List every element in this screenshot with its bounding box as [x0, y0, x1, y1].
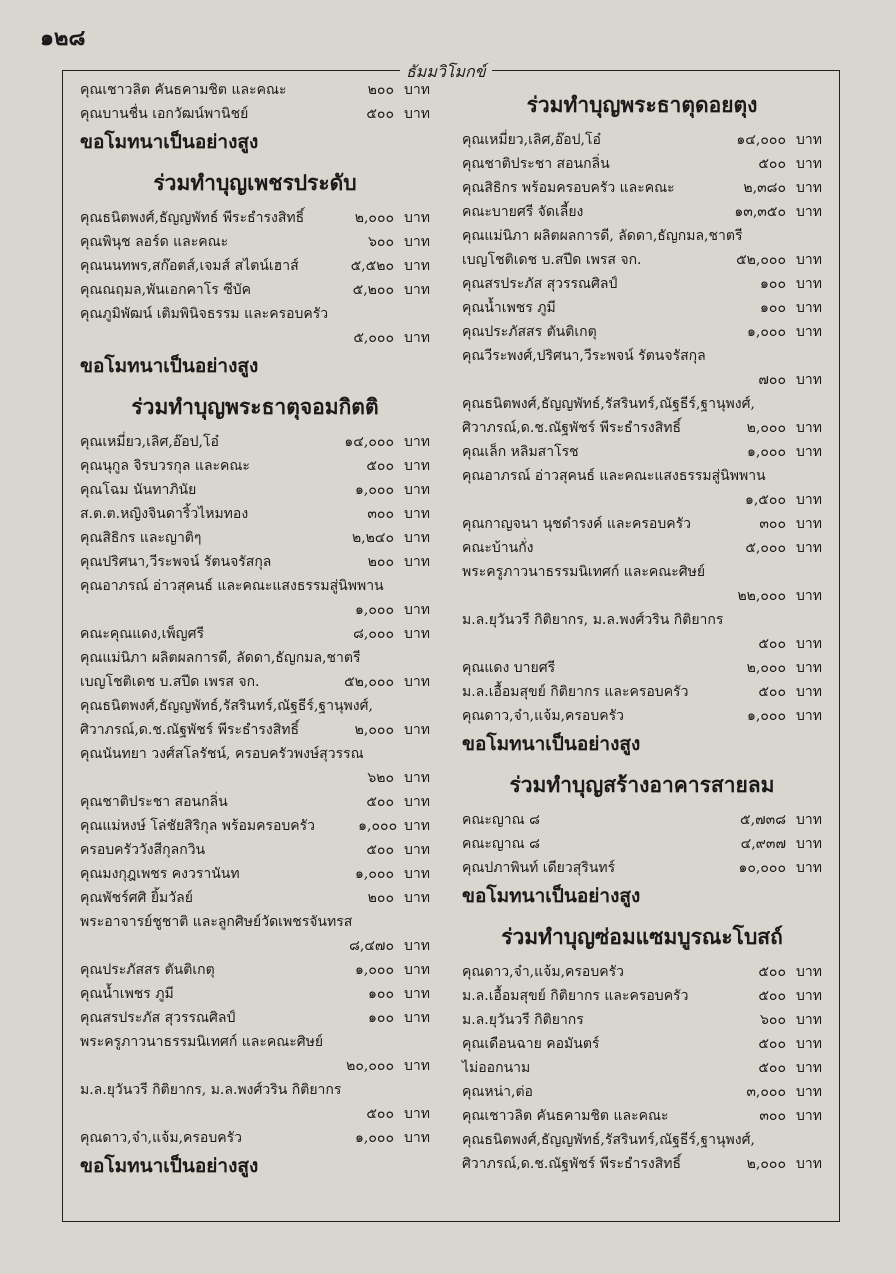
donor-name: คุณอาภรณ์ อ่าวสุคนธ์ และคณะแสงธรรมสู่นิพพาน	[462, 468, 766, 484]
donation-amount: ๕๐๐	[758, 964, 786, 980]
donor-row	[80, 502, 430, 526]
donor-row	[80, 574, 430, 598]
currency-unit: บาท	[404, 506, 430, 522]
donation-amount: ๒๐๐	[367, 554, 394, 570]
currency-unit: บาท	[404, 626, 430, 642]
donor-row	[462, 1104, 822, 1128]
donor-name: คณะบ้านกั่ง	[462, 540, 534, 556]
donor-row	[462, 1056, 822, 1080]
currency-unit: บาท	[404, 434, 430, 450]
donor-list	[462, 960, 822, 1176]
donation-amount: ๑,๐๐๐	[355, 866, 394, 882]
donation-amount: ๕๐๐	[758, 636, 786, 652]
donor-name: พระครูภาวนาธรรมนิเทศก์ และคณะศิษย์	[462, 564, 706, 580]
donor-row	[462, 560, 822, 584]
donor-row	[462, 656, 822, 680]
currency-unit: บาท	[404, 1130, 430, 1146]
donor-name: คุณประภัสสร ตันติเกตุ	[80, 962, 215, 978]
donor-row	[80, 1030, 430, 1054]
donor-name: คณะญาณ ๘	[462, 812, 540, 828]
donor-name: ศิวาภรณ์,ด.ช.ณัฐพัชร์ พีระธำรงสิทธิ์	[462, 1156, 682, 1172]
donor-name: คุณนนทพร,สก๊อตส์,เจมส์ สไตน์เฮาส์	[80, 258, 299, 274]
currency-unit: บาท	[796, 156, 822, 172]
donation-amount: ๒,๐๐๐	[354, 722, 394, 738]
donor-row	[80, 1126, 430, 1150]
section-title: ร่วมทำบุญพระธาตุจอมกิตติ	[131, 394, 379, 419]
donation-amount: ๕,๗๓๘	[740, 812, 786, 828]
donation-amount: ๒๐,๐๐๐	[346, 1058, 394, 1074]
donation-amount: ๖๒๐	[367, 770, 394, 786]
donor-name: คุณแดง บายศรี	[462, 660, 556, 676]
donor-row	[462, 128, 822, 152]
donor-name: คุณเชาวลิต คันธคามชิต และคณะ	[462, 1108, 669, 1124]
donor-row	[80, 598, 430, 622]
currency-unit: บาท	[796, 684, 822, 700]
page-number: ๑๒๘	[40, 25, 86, 51]
donation-amount: ๑,๐๐๐	[358, 818, 398, 834]
donation-amount: ๒,๓๘๐	[743, 180, 786, 196]
section-title: ร่วมทำบุญซ่อมแซมบูรณะโบสถ์	[501, 924, 783, 949]
donation-amount: ๒,๐๐๐	[746, 420, 786, 436]
donor-row	[462, 1080, 822, 1104]
currency-unit: บาท	[404, 722, 430, 738]
donor-row	[462, 392, 822, 416]
donor-row	[80, 1078, 430, 1102]
currency-unit: บาท	[796, 708, 822, 724]
left-column	[80, 78, 430, 1190]
donor-list	[80, 206, 430, 350]
donor-row	[462, 984, 822, 1008]
donor-name: ม.ล.เอื้อมสุขย์ กิติยากร และครอบครัว	[462, 684, 689, 700]
currency-unit: บาท	[796, 420, 822, 436]
donation-amount: ๕๐๐	[366, 842, 394, 858]
donor-name: คุณพินุช ลอร์ด และคณะ	[80, 234, 229, 250]
currency-unit: บาท	[404, 530, 430, 546]
donor-name: คุณโฉม นันทาภินัย	[80, 482, 197, 498]
donor-row	[462, 488, 822, 512]
donor-name: คณะคุณแดง,เพ็ญศรี	[80, 626, 204, 642]
donation-amount: ๑,๕๐๐	[744, 492, 786, 508]
donation-amount: ๕,๕๒๐	[350, 258, 394, 274]
donor-row	[80, 766, 430, 790]
thanks-line: ขอโมทนาเป็นอย่างสูง	[80, 355, 259, 377]
donor-list	[462, 808, 822, 880]
donor-name: คุณนันทยา วงศ์สโลรัชน์, ครอบครัวพงษ์สุวรรณ	[80, 746, 364, 762]
donor-row	[462, 416, 822, 440]
header-title: ธัมมวิโมกข์	[400, 60, 492, 85]
donation-amount: ๒,๐๐๐	[746, 1156, 786, 1172]
donor-row	[462, 1128, 822, 1152]
donor-row	[80, 718, 430, 742]
donation-amount: ๒๐๐	[367, 890, 394, 906]
donor-row	[462, 296, 822, 320]
donor-name: เบญโชติเดช บ.สปีด เพรส จก.	[462, 252, 642, 268]
currency-unit: บาท	[404, 890, 430, 906]
currency-unit: บาท	[796, 860, 822, 876]
donation-amount: ๘,๐๐๐	[353, 626, 394, 642]
section-title: ร่วมทำบุญพระธาตุดอยตุง	[526, 92, 758, 117]
currency-unit: บาท	[796, 132, 822, 148]
donor-name: คุณแม่นิภา ผลิตผลการดี, ลัดดา,ธัญกมล,ชาตรี	[462, 228, 743, 244]
donor-name: คุณธนิตพงศ์,ธัญญพัทธ์ พีระธำรงสิทธิ์	[80, 210, 305, 226]
donor-row	[80, 1054, 430, 1078]
donor-row	[462, 320, 822, 344]
donation-amount: ๓๐๐	[759, 1108, 786, 1124]
donor-name: คุณธนิตพงศ์,ธัญญพัทธ์,รัสรินทร์,ณัฐธีร์,ฐานุพงศ์,	[80, 698, 373, 714]
currency-unit: บาท	[404, 82, 430, 98]
donation-amount: ๑๐๐	[760, 276, 786, 292]
donation-amount: ๗๐๐	[758, 372, 786, 388]
donor-name: คุณเดือนฉาย คอมันตร์	[462, 1036, 600, 1052]
currency-unit: บาท	[796, 988, 822, 1004]
donation-amount: ๘,๔๗๐	[349, 938, 394, 954]
currency-unit: บาท	[796, 1012, 822, 1028]
donation-amount: ๑๔,๐๐๐	[736, 132, 786, 148]
donor-row	[80, 670, 430, 694]
donor-name: คุณวีระพงศ์,ปริศนา,วีระพจน์ รัตนจรัสกุล	[462, 348, 706, 364]
donor-row	[80, 934, 430, 958]
currency-unit: บาท	[404, 210, 430, 226]
donor-row	[462, 440, 822, 464]
currency-unit: บาท	[796, 372, 822, 388]
currency-unit: บาท	[796, 492, 822, 508]
donor-row	[80, 550, 430, 574]
donor-name: ม.ล.ยุวันวรี กิติยากร, ม.ล.พงศ์วริน กิติยากร	[80, 1082, 342, 1098]
currency-unit: บาท	[404, 842, 430, 858]
donor-name: คุณน้ำเพชร ภูมี	[462, 300, 556, 316]
donor-row	[462, 464, 822, 488]
donation-amount: ๑,๐๐๐	[355, 482, 394, 498]
donor-row	[462, 1008, 822, 1032]
currency-unit: บาท	[404, 938, 430, 954]
donor-row	[462, 368, 822, 392]
donor-name: ศิวาภรณ์,ด.ช.ณัฐพัชร์ พีระธำรงสิทธิ์	[462, 420, 682, 436]
section-title: ร่วมทำบุญเพชรประดับ	[153, 170, 357, 195]
currency-unit: บาท	[796, 516, 822, 532]
donation-amount: ๒,๐๐๐	[746, 660, 786, 676]
donation-amount: ๑๐๐	[760, 300, 786, 316]
donor-row	[80, 838, 430, 862]
donor-name: คุณน้ำเพชร ภูมี	[80, 986, 174, 1002]
donation-amount: ๑๐๐	[368, 986, 394, 1002]
currency-unit: บาท	[796, 324, 822, 340]
donor-name: คุณชาติประชา สอนกลิ่น	[80, 794, 228, 810]
donor-row	[80, 958, 430, 982]
donor-row	[80, 742, 430, 766]
currency-unit: บาท	[796, 660, 822, 676]
donor-name: ส.ต.ต.หญิงจินดาริ้วไหมทอง	[80, 506, 249, 522]
currency-unit: บาท	[796, 836, 822, 852]
currency-unit: บาท	[404, 674, 430, 690]
donor-row	[80, 862, 430, 886]
currency-unit: บาท	[404, 794, 430, 810]
donation-amount: ๓๐๐	[759, 516, 786, 532]
donation-amount: ๑,๐๐๐	[747, 444, 786, 460]
currency-unit: บาท	[796, 1060, 822, 1076]
donation-amount: ๑๐,๐๐๐	[738, 860, 786, 876]
donor-row	[80, 102, 430, 126]
donor-name: ไม่ออกนาม	[462, 1060, 531, 1076]
donation-amount: ๕๐๐	[366, 106, 394, 122]
donation-amount: ๕๒,๐๐๐	[736, 252, 786, 268]
donor-name: คุณธนิตพงศ์,ธัญญพัทธ์,รัสรินทร์,ณัฐธีร์,ฐานุพงศ์,	[462, 1132, 755, 1148]
donation-amount: ๕,๒๐๐	[352, 282, 394, 298]
donation-amount: ๑,๐๐๐	[355, 602, 394, 618]
currency-unit: บาท	[796, 964, 822, 980]
donor-name: คุณปริศนา,วีระพจน์ รัตนจรัสกุล	[80, 554, 272, 570]
donor-name: เบญโชติเดช บ.สปีด เพรส จก.	[80, 674, 260, 690]
thanks-line: ขอโมทนาเป็นอย่างสูง	[462, 885, 641, 907]
donor-name: คุณเหมี่ยว,เลิศ,อ๊อป,โอ๋	[80, 434, 219, 450]
currency-unit: บาท	[404, 602, 430, 618]
donor-row	[462, 808, 822, 832]
currency-unit: บาท	[796, 636, 822, 652]
donation-amount: ๕๐๐	[366, 458, 394, 474]
currency-unit: บาท	[404, 866, 430, 882]
currency-unit: บาท	[404, 106, 430, 122]
section-title: ร่วมทำบุญสร้างอาคารสายลม	[509, 772, 775, 797]
donor-row	[462, 512, 822, 536]
currency-unit: บาท	[404, 1106, 430, 1122]
donor-name: คุณบานชื่น เอกวัฒน์พานิชย์	[80, 106, 249, 122]
currency-unit: บาท	[796, 204, 822, 220]
donor-name: คุณภูมิพัฒน์ เติมพินิจธรรม และครอบครัว	[80, 306, 329, 322]
donor-name: คุณสิธิกร และญาติๆ	[80, 530, 202, 546]
donation-amount: ๑๐๐	[368, 1010, 394, 1026]
donor-row	[80, 206, 430, 230]
donor-name: คุณสรประภัส สุวรรณศิลป์	[80, 1010, 236, 1026]
donor-row	[462, 632, 822, 656]
donation-amount: ๓,๐๐๐	[746, 1084, 786, 1100]
donor-row	[462, 680, 822, 704]
donor-row	[462, 200, 822, 224]
donor-row	[462, 584, 822, 608]
currency-unit: บาท	[404, 458, 430, 474]
donor-name: ม.ล.ยุวันวรี กิติยากร	[462, 1012, 584, 1028]
currency-unit: บาท	[796, 300, 822, 316]
donor-row	[80, 622, 430, 646]
donation-amount: ๒,๒๔๐	[351, 530, 394, 546]
donation-amount: ๑,๐๐๐	[355, 1130, 394, 1146]
currency-unit: บาท	[404, 554, 430, 570]
thanks-line: ขอโมทนาเป็นอย่างสูง	[80, 1155, 259, 1177]
donor-row	[462, 344, 822, 368]
donor-row	[80, 254, 430, 278]
currency-unit: บาท	[796, 1108, 822, 1124]
donor-row	[80, 1006, 430, 1030]
currency-unit: บาท	[796, 540, 822, 556]
donor-list	[80, 430, 430, 1150]
donor-row	[80, 1102, 430, 1126]
donor-name: คุณสรประภัส สุวรรณศิลป์	[462, 276, 618, 292]
donor-row	[462, 176, 822, 200]
donor-row	[462, 704, 822, 728]
donor-name: คุณกาญจนา นุชดำรงค์ และครอบครัว	[462, 516, 691, 532]
currency-unit: บาท	[404, 986, 430, 1002]
donation-amount: ๕๐๐	[758, 684, 786, 700]
donation-amount: ๕๐๐	[366, 1106, 394, 1122]
donor-row	[80, 982, 430, 1006]
donor-row	[80, 302, 430, 326]
donation-amount: ๕๒,๐๐๐	[344, 674, 394, 690]
donation-amount: ๕,๐๐๐	[353, 330, 394, 346]
currency-unit: บาท	[404, 818, 430, 834]
currency-unit: บาท	[796, 276, 822, 292]
donation-amount: ๑,๐๐๐	[747, 708, 786, 724]
currency-unit: บาท	[796, 180, 822, 196]
donation-amount: ๕,๐๐๐	[745, 540, 786, 556]
donor-name: คุณชาติประชา สอนกลิ่น	[462, 156, 610, 172]
currency-unit: บาท	[796, 812, 822, 828]
currency-unit: บาท	[404, 330, 430, 346]
donor-name: ม.ล.ยุวันวรี กิติยากร, ม.ล.พงศ์วริน กิติยากร	[462, 612, 724, 628]
donor-name: คุณอาภรณ์ อ่าวสุคนธ์ และคณะแสงธรรมสู่นิพพาน	[80, 578, 384, 594]
donor-row	[462, 960, 822, 984]
donation-amount: ๖๐๐	[368, 234, 394, 250]
currency-unit: บาท	[404, 482, 430, 498]
donation-amount: ๓๐๐	[367, 506, 394, 522]
donation-amount: ๕๐๐	[758, 1060, 786, 1076]
donor-row	[80, 790, 430, 814]
donor-row	[80, 886, 430, 910]
donor-name: คณะญาณ ๘	[462, 836, 540, 852]
donation-amount: ๕๐๐	[366, 794, 394, 810]
donor-name: คุณมงกุฎเพชร คงวรานันท	[80, 866, 240, 882]
donation-amount: ๕๐๐	[758, 988, 786, 1004]
donor-row	[462, 224, 822, 248]
donor-name: คุณดาว,จ๋า,แจ้ม,ครอบครัว	[462, 708, 624, 724]
donor-row	[462, 248, 822, 272]
donor-name: ศิวาภรณ์,ด.ช.ณัฐพัชร์ พีระธำรงสิทธิ์	[80, 722, 300, 738]
donation-amount: ๑,๐๐๐	[355, 962, 394, 978]
thanks-line: ขอโมทนาเป็นอย่างสูง	[462, 733, 641, 755]
currency-unit: บาท	[796, 444, 822, 460]
donor-row	[80, 814, 430, 838]
donor-name: คุณแม่นิภา ผลิตผลการดี, ลัดดา,ธัญกมล,ชาตรี	[80, 650, 361, 666]
donor-name: คุณเชาวลิต คันธคามชิต และคณะ	[80, 82, 287, 98]
donor-name: คุณปภาพินท์ เดียวสุรินทร์	[462, 860, 616, 876]
donor-row	[80, 326, 430, 350]
donation-amount: ๖๐๐	[760, 1012, 786, 1028]
donation-amount: ๒๒,๐๐๐	[737, 588, 786, 604]
donor-name: คุณแม่หงษ์ โล่ชัยสิริกุล พร้อมครอบครัว	[80, 818, 316, 834]
donor-row	[80, 430, 430, 454]
donor-name: คุณประภัสสร ตันติเกตุ	[462, 324, 597, 340]
donor-row	[462, 272, 822, 296]
donor-row	[462, 1152, 822, 1176]
donor-row	[80, 230, 430, 254]
donor-row	[80, 910, 430, 934]
donor-row	[462, 536, 822, 560]
currency-unit: บาท	[404, 258, 430, 274]
donation-amount: ๒๐๐	[367, 82, 394, 98]
thanks-line: ขอโมทนาเป็นอย่างสูง	[80, 131, 259, 153]
donor-name: ม.ล.เอื้อมสุขย์ กิติยากร และครอบครัว	[462, 988, 689, 1004]
right-column	[462, 78, 822, 1176]
donation-amount: ๔,๙๓๗	[740, 836, 786, 852]
donation-amount: ๕๐๐	[758, 1036, 786, 1052]
donor-name: คุณดาว,จ๋า,แจ้ม,ครอบครัว	[462, 964, 624, 980]
donor-name: คุณเล็ก หลิมสาโรช	[462, 444, 579, 460]
donor-row	[462, 152, 822, 176]
donor-name: คุณธนิตพงศ์,ธัญญพัทธ์,รัสรินทร์,ณัฐธีร์,ฐานุพงศ์,	[462, 396, 755, 412]
donor-row	[80, 478, 430, 502]
donor-row	[80, 526, 430, 550]
donor-name: คุณนุกูล จิรบวรกุล และคณะ	[80, 458, 250, 474]
currency-unit: บาท	[796, 588, 822, 604]
currency-unit: บาท	[404, 1010, 430, 1026]
donor-name: ครอบครัววังสีกุลกวิน	[80, 842, 206, 858]
donor-row	[462, 856, 822, 880]
donation-amount: ๑๓,๓๕๐	[734, 204, 786, 220]
donor-name: คุณณฤมล,พันเอกคาโร ซีบัค	[80, 282, 252, 298]
currency-unit: บาท	[796, 1084, 822, 1100]
donor-name: คุณสิธิกร พร้อมครอบครัว และคณะ	[462, 180, 675, 196]
donor-name: คุณเหมี่ยว,เลิศ,อ๊อป,โอ๋	[462, 132, 601, 148]
currency-unit: บาท	[796, 252, 822, 268]
donor-row	[80, 646, 430, 670]
donor-row	[80, 694, 430, 718]
donation-amount: ๑,๐๐๐	[747, 324, 786, 340]
currency-unit: บาท	[404, 282, 430, 298]
currency-unit: บาท	[404, 234, 430, 250]
donor-name: คุณพัชร์ศศิ ยิ้มวัลย์	[80, 890, 193, 906]
currency-unit: บาท	[404, 962, 430, 978]
currency-unit: บาท	[796, 1036, 822, 1052]
donor-row	[462, 832, 822, 856]
donation-amount: ๕๐๐	[758, 156, 786, 172]
donor-row	[462, 1032, 822, 1056]
donation-amount: ๒,๐๐๐	[354, 210, 395, 226]
donor-row	[80, 454, 430, 478]
donor-row	[80, 278, 430, 302]
donor-name: คุณหน่า,ต่อ	[462, 1084, 533, 1100]
donor-name: พระครูภาวนาธรรมนิเทศก์ และคณะศิษย์	[80, 1034, 324, 1050]
donor-name: พระอาจารย์ชูชาติ และลูกศิษย์วัดเพชรจันทรส	[80, 914, 353, 930]
currency-unit: บาท	[796, 1156, 822, 1172]
donor-row	[462, 608, 822, 632]
currency-unit: บาท	[404, 770, 430, 786]
donor-row	[80, 78, 430, 102]
donor-name: คณะบายศรี จัดเลี้ยง	[462, 204, 584, 220]
donor-name: คุณดาว,จ๋า,แจ้ม,ครอบครัว	[80, 1130, 242, 1146]
currency-unit: บาท	[404, 1058, 430, 1074]
donor-list	[80, 78, 430, 126]
donor-list	[462, 128, 822, 728]
donation-amount: ๑๔,๐๐๐	[344, 434, 394, 450]
